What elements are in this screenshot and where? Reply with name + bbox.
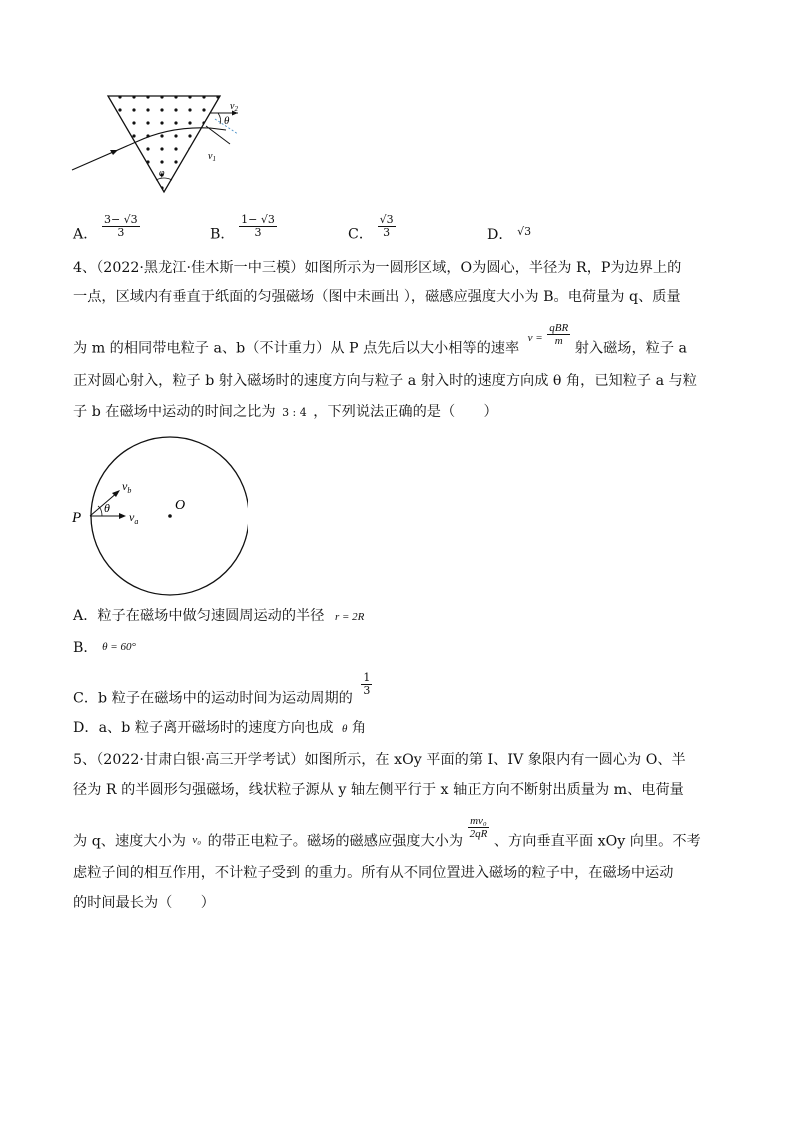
q5-field-frac: $\frac{\text{mv₀}}{2qR}$ bbox=[469, 815, 488, 840]
q5-line-5: 的时间最长为（ ） bbox=[73, 895, 215, 911]
q4-option-b[interactable]: B． θ = 60° bbox=[73, 640, 136, 656]
phi-label: φ bbox=[159, 168, 165, 179]
v1-label: $v_1$ bbox=[208, 151, 216, 163]
q3-option-d[interactable]: D． $^{√3}$ bbox=[487, 225, 532, 243]
q4-line-5: 子 b 在磁场中运动的时间之比为 3 : 4 ，下列说法正确的是（ ） bbox=[73, 404, 498, 420]
q4-line-1: 4、（2022·黑龙江·佳木斯一中三模）如图所示为一圆形区域，O为圆心，半径为 R，P为边界上的 bbox=[73, 260, 682, 276]
theta-label-2: θ bbox=[104, 501, 110, 515]
q4-option-d[interactable]: D．a、b 粒子离开磁场时的速度方向也成 θ 角 bbox=[73, 720, 367, 736]
q4-line-3: 为 m 的相同带电粒子 a、b（不计重力）从 P 点先后以大小相等的速率 $^{v =}$ $\frac{\text{qBR}}{m}$ 射入磁场，粒子 a bbox=[73, 322, 688, 357]
q3-option-b[interactable]: B． $\frac{1- √3}{3}$ bbox=[210, 213, 275, 243]
q4-line-2: 一点，区域内有垂直于纸面的匀强磁场（图中未画出 ），磁感应强度大小为 B。电荷量为 q、质量 bbox=[73, 289, 681, 305]
center-point bbox=[168, 514, 172, 518]
triangle-field-figure bbox=[60, 92, 250, 197]
circle-field-figure bbox=[68, 436, 248, 601]
va-label: $v_a$ bbox=[129, 510, 139, 526]
q3-option-b-frac: $\frac{1- √3}{3}$ bbox=[241, 213, 275, 239]
theta-label: θ bbox=[224, 115, 230, 127]
q4-option-c[interactable]: C．b 粒子在磁场中的运动时间为运动周期的 $\frac{1}{3}$ bbox=[73, 671, 371, 707]
v2-label: $v_2$ bbox=[230, 101, 238, 113]
o-label: O bbox=[175, 498, 186, 513]
q4-speed-frac: $\frac{\text{qBR}}{m}$ bbox=[549, 322, 569, 347]
q3-option-a-frac: $\frac{3- √3}{3}$ bbox=[103, 213, 138, 239]
q4-option-c-frac: $\frac{1}{3}$ bbox=[363, 671, 371, 697]
q5-line-4: 虑粒子间的相互作用，不计粒子受到 的重力。所有从不同位置进入磁场的粒子中，在磁场中运动 bbox=[73, 865, 674, 881]
q3-option-a[interactable]: A． $\frac{3- √3}{3}$ bbox=[73, 213, 138, 243]
q5-line-1: 5、（2022·甘肃白银·高三开学考试）如图所示，在 xOy 平面的第 I、IV 象限内有一圆心为 O、半 bbox=[73, 752, 686, 768]
q3-option-c-frac: $\frac{√3}{3}$ bbox=[379, 213, 394, 239]
vb-label: $v_b$ bbox=[122, 479, 132, 495]
q4-option-a[interactable]: A．粒子在磁场中做匀速圆周运动的半径 r = 2R bbox=[73, 608, 365, 624]
q5-line-2: 径为 R 的半圆形匀强磁场，线状粒子源从 y 轴左侧平行于 x 轴正方向不断射出质量为 m、电荷量 bbox=[73, 782, 684, 798]
q5-line-3: 为 q、速度大小为 $^{v_0}$ 的带正电粒子。磁场的磁感应强度大小为 $\frac{\text{mv₀}}{2qR}$ 、方向垂直平面 xOy 向里。不考 bbox=[73, 815, 701, 850]
q4-line-4: 正对圆心射入，粒子 b 射入磁场时的速度方向与粒子 a 射入时的速度方向成 θ 角，已知粒子 a 与粒 bbox=[73, 373, 697, 389]
p-label: P bbox=[72, 510, 82, 526]
q3-option-c[interactable]: C． $\frac{√3}{3}$ bbox=[348, 213, 394, 243]
